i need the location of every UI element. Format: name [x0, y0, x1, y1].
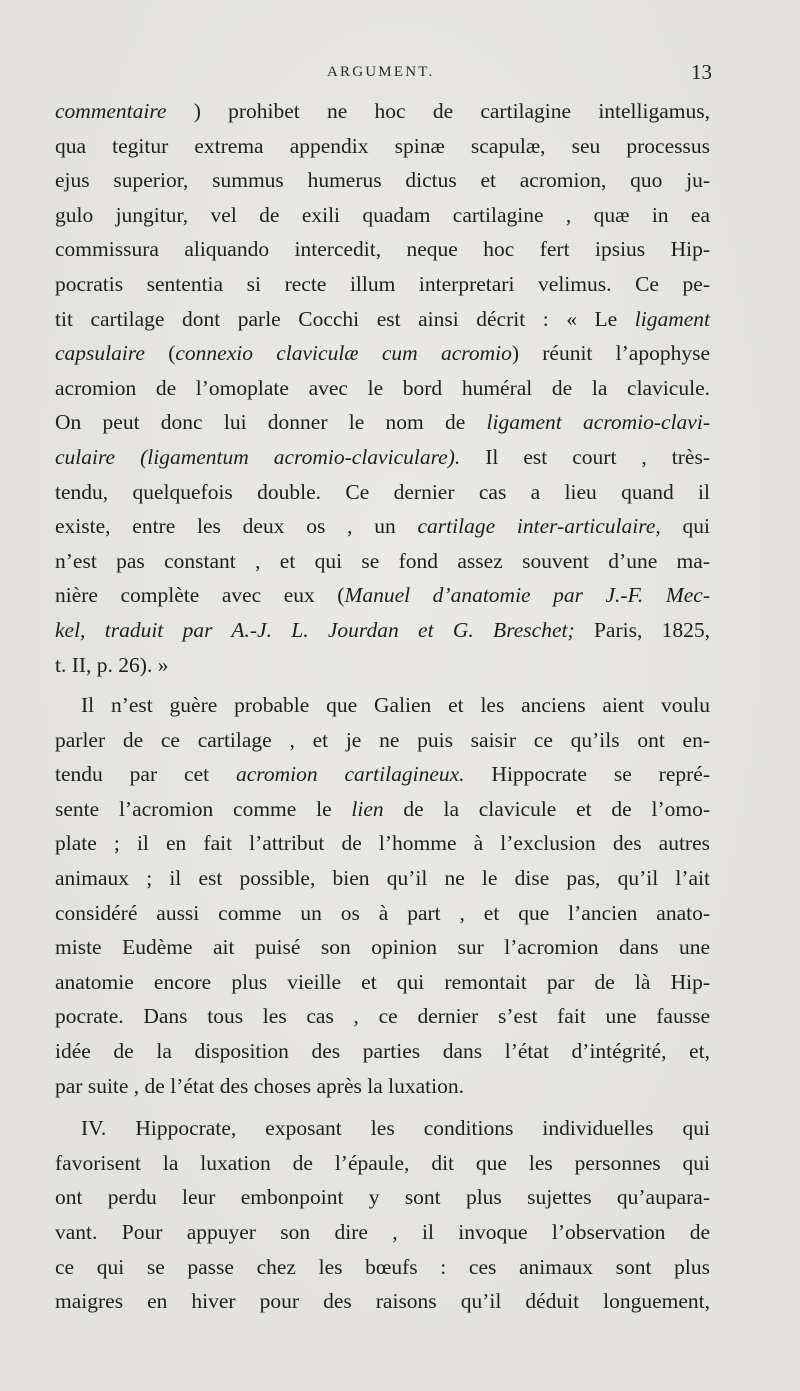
text-line: [55, 509, 710, 544]
italic-text: ligament acromio-clavi-: [486, 410, 710, 435]
text-run: IV. Hippocrate, exposant les conditions individuelles qui: [81, 1116, 710, 1141]
text-line: [55, 1111, 710, 1146]
text-run: pocratis sententia si recte illum interpretari velimus. Ce pe-: [55, 271, 710, 296]
text-run: gulo jungitur, vel de exili quadam cartilagine , quæ in ea: [55, 202, 710, 227]
italic-text: connexio claviculæ cum acromio: [175, 341, 512, 366]
text-run: Il est court , très-: [460, 444, 710, 469]
text-line: [55, 336, 710, 371]
italic-text: culaire (ligamentum acromio-claviculare).: [55, 444, 461, 469]
italic-text: lien: [351, 796, 384, 821]
text-line: [55, 1215, 710, 1250]
text-run: pocrate. Dans tous les cas , ce dernier s’est fait une fausse: [55, 1004, 710, 1029]
text-run: sente l’acromion comme le: [55, 796, 352, 821]
text-line: [55, 475, 710, 510]
text-run: tit cartilage dont parle Cocchi est ainsi décrit : « Le: [55, 306, 635, 331]
text-run: (: [144, 341, 176, 366]
text-line: [55, 1069, 710, 1104]
text-run: ce qui se passe chez les bœufs : ces animaux sont plus: [55, 1254, 710, 1279]
text-run: animaux ; il est possible, bien qu’il ne le dise pas, qu’il l’ait: [55, 866, 710, 891]
text-run: maigres en hiver pour des raisons qu’il déduit longuement,: [55, 1289, 710, 1314]
text-run: qui: [660, 514, 710, 539]
text-line: [55, 757, 710, 792]
text-line: [55, 930, 710, 965]
text-line: [55, 688, 710, 723]
text-run: ) réunit l’apophyse: [511, 341, 710, 366]
text-run: Paris, 1825,: [574, 617, 710, 642]
text-run: acromion de l’omoplate avec le bord huméral de la clavicule.: [55, 375, 710, 400]
text-line: [55, 723, 710, 758]
text-run: ejus superior, summus humerus dictus et acromion, quo ju-: [55, 168, 710, 193]
text-line: [55, 826, 710, 861]
text-run: commissura aliquando intercedit, neque hoc fert ipsius Hip-: [55, 237, 710, 262]
text-run: miste Eudème ait puisé son opinion sur l’acromion dans une: [55, 935, 710, 960]
text-run: tendu par cet: [55, 762, 236, 787]
text-line: [55, 861, 710, 896]
italic-text: commentaire: [55, 99, 167, 123]
italic-text: Manuel d’anatomie par J.-F. Mec-: [344, 583, 710, 608]
text-line: [55, 163, 710, 198]
text-run: Hippocrate se repré-: [464, 762, 710, 787]
text-line: [55, 1284, 710, 1319]
text-run: tendu, quelquefois double. Ce dernier cas a lieu quand il: [55, 479, 710, 504]
text-line: [55, 232, 710, 267]
text-run: existe, entre les deux os , un: [55, 514, 418, 539]
text-run: considéré aussi comme un os à part , et que l’ancien anato-: [55, 900, 710, 925]
italic-text: capsulaire: [55, 341, 145, 366]
text-run: t. II, p. 26). »: [55, 652, 169, 677]
text-run: idée de la disposition des parties dans l’état d’intégrité, et,: [55, 1039, 710, 1064]
body-text: [55, 94, 710, 1319]
text-line: [55, 198, 710, 233]
text-run: anatomie encore plus vieille et qui remontait par de là Hip-: [55, 969, 710, 994]
text-line: [55, 1180, 710, 1215]
italic-text: acromion cartilagineux.: [236, 762, 465, 787]
italic-text: kel, traduit par A.-J. L. Jourdan et G. Breschet;: [55, 617, 575, 642]
page-number: 13: [691, 60, 712, 84]
text-line: [55, 648, 710, 683]
text-line: [55, 94, 710, 129]
text-run: plate ; il en fait l’attribut de l’homme à l’exclusion des autres: [55, 831, 710, 856]
text-line: [55, 613, 710, 648]
text-run: de la clavicule et de l’omo-: [383, 796, 710, 821]
text-line: [55, 1250, 710, 1285]
text-line: [55, 965, 710, 1000]
text-line: [55, 999, 710, 1034]
text-line: [55, 578, 710, 613]
text-run: nière complète avec eux (: [55, 583, 345, 608]
italic-text: cartilage inter-articulaire,: [417, 514, 661, 539]
text-line: [55, 440, 710, 475]
text-line: [55, 1146, 710, 1181]
text-run: On peut donc lui donner le nom de: [55, 410, 487, 435]
text-line: [55, 129, 710, 164]
text-line: [55, 544, 710, 579]
text-line: [55, 267, 710, 302]
text-line: [55, 405, 710, 440]
text-line: [55, 792, 710, 827]
text-run: qua tegitur extrema appendix spinæ scapulæ, seu processus: [55, 133, 710, 158]
text-run: ont perdu leur embonpoint y sont plus sujettes qu’aupara-: [55, 1185, 710, 1210]
text-line: [55, 371, 710, 406]
text-line: [55, 302, 710, 337]
text-run: par suite , de l’état des choses après la luxation.: [55, 1073, 464, 1098]
text-run: favorisent la luxation de l’épaule, dit que les personnes qui: [55, 1150, 710, 1175]
italic-text: ligament: [634, 306, 710, 331]
text-run: vant. Pour appuyer son dire , il invoque l’observation de: [55, 1220, 710, 1244]
text-run: Il n’est guère probable que Galien et les anciens aient voulu: [81, 693, 710, 718]
text-run: n’est pas constant , et qui se fond assez souvent d’une ma-: [55, 548, 710, 573]
text-run: ) prohibet ne hoc de cartilagine intelligamus,: [166, 99, 710, 123]
running-title: ARGUMENT.: [327, 64, 435, 80]
text-run: parler de ce cartilage , et je ne puis saisir ce qu’ils ont en-: [55, 727, 710, 752]
running-head: [0, 58, 800, 88]
text-line: [55, 896, 710, 931]
text-line: [55, 1034, 710, 1069]
